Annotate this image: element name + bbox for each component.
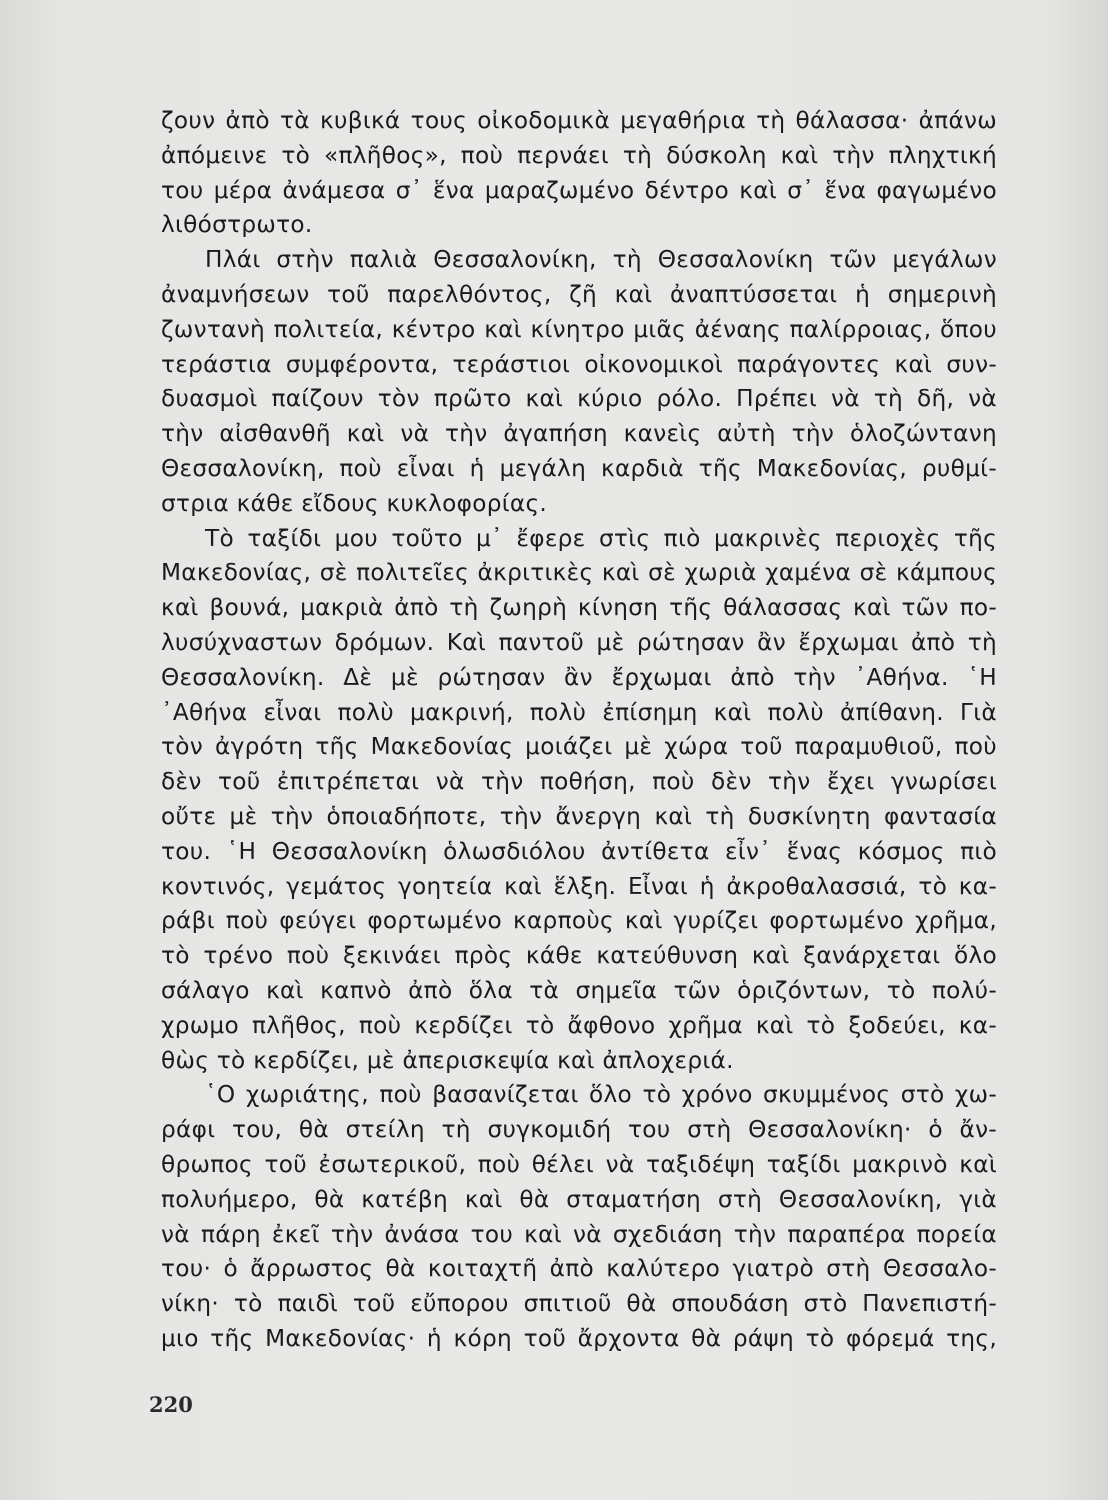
text-line: τὸ τρένο ποὺ ξεκινάει πρὸς κάθε κατεύθυνση καὶ ξανάρχεται ὅλο	[161, 942, 997, 970]
text-line: Μακεδονίας, σὲ πολιτεῖες ἀκριτικὲς καὶ σὲ χωριὰ χαμένα σὲ κάμπους	[161, 559, 997, 587]
page-number: 220	[149, 1392, 193, 1417]
text-line: λιθόστρωτο.	[161, 211, 313, 239]
text-line: ράφι του, θὰ στείλη τὴ συγκομιδή του στὴ Θεσσαλονίκη· ὁ ἄν-	[161, 1116, 997, 1144]
text-line: Τὸ ταξίδι μου τοῦτο μ᾽ ἔφερε στὶς πιὸ μακρινὲς περιοχὲς τῆς	[205, 524, 997, 552]
text-line: τὸν ἀγρότη τῆς Μακεδονίας μοιάζει μὲ χώρα τοῦ παραμυθιοῦ, ποὺ	[161, 733, 997, 761]
text-line: θρωπος τοῦ ἐσωτερικοῦ, ποὺ θέλει νὰ ταξιδέψη ταξίδι μακρινὸ καὶ	[161, 1150, 997, 1178]
body-text	[161, 104, 997, 1357]
text-line: Θεσσαλονίκη. Δὲ μὲ ρώτησαν ἂν ἔρχωμαι ἀπὸ τὴν ᾽Αθήνα. ῾Η	[161, 663, 997, 691]
text-line: κοντινός, γεμάτος γοητεία καὶ ἕλξη. Εἶναι ἡ ἀκροθαλασσιά, τὸ κα-	[161, 872, 997, 900]
text-line: Θεσσαλονίκη, ποὺ εἶναι ἡ μεγάλη καρδιὰ τῆς Μακεδονίας, ρυθμί-	[161, 454, 997, 482]
text-line: δὲν τοῦ ἐπιτρέπεται νὰ τὴν ποθήση, ποὺ δὲν τὴν ἔχει γνωρίσει	[161, 768, 997, 796]
text-line: ᾽Αθήνα εἶναι πολὺ μακρινή, πολὺ ἐπίσημη καὶ πολὺ ἀπίθανη. Γιὰ	[161, 698, 997, 726]
text-line: καὶ βουνά, μακριὰ ἀπὸ τὴ ζωηρὴ κίνηση τῆς θάλασσας καὶ τῶν πο-	[161, 594, 997, 622]
text-line: ἀναμνήσεων τοῦ παρελθόντος, ζῆ καὶ ἀναπτύσσεται ἡ σημερινὴ	[161, 280, 997, 308]
text-line: πολυήμερο, θὰ κατέβη καὶ θὰ σταματήση στὴ Θεσσαλονίκη, γιὰ	[161, 1185, 997, 1213]
text-line: τεράστια συμφέροντα, τεράστιοι οἰκονομικοὶ παράγοντες καὶ συν-	[161, 350, 997, 378]
text-line: δυασμοὶ παίζουν τὸν πρῶτο καὶ κύριο ρόλο. Πρέπει νὰ τὴ δῆ, νὰ	[161, 385, 997, 413]
text-line: οὔτε μὲ τὴν ὁποιαδήποτε, τὴν ἄνεργη καὶ τὴ δυσκίνητη φαντασία	[161, 802, 997, 830]
text-line: του· ὁ ἄρρωστος θὰ κοιταχτῆ ἀπὸ καλύτερο γιατρὸ στὴ Θεσσαλο-	[161, 1255, 997, 1283]
text-line: θὼς τὸ κερδίζει, μὲ ἀπερισκεψία καὶ ἀπλοχεριά.	[161, 1046, 734, 1074]
text-line: του μέρα ἀνάμεσα σ᾽ ἕνα μαραζωμένο δέντρο καὶ σ᾽ ἕνα φαγωμένο	[161, 176, 997, 204]
text-line: ἀπόμεινε τὸ «πλῆθος», ποὺ περνάει τὴ δύσκολη καὶ τὴν πληχτική	[161, 141, 997, 169]
text-line: ράβι ποὺ φεύγει φορτωμένο καρποὺς καὶ γυρίζει φορτωμένο χρῆμα,	[161, 907, 997, 935]
text-line: Πλάι στὴν παλιὰ Θεσσαλονίκη, τὴ Θεσσαλονίκη τῶν μεγάλων	[205, 246, 997, 274]
text-line: τὴν αἰσθανθῆ καὶ νὰ τὴν ἀγαπήση κανεὶς αὐτὴ τὴν ὁλοζώντανη	[161, 420, 997, 448]
text-line: του. ῾Η Θεσσαλονίκη ὁλωσδιόλου ἀντίθετα εἶν᾽ ἕνας κόσμος πιὸ	[161, 837, 997, 865]
text-line: σάλαγο καὶ καπνὸ ἀπὸ ὅλα τὰ σημεῖα τῶν ὁριζόντων, τὸ πολύ-	[161, 976, 997, 1004]
text-line: ζωντανὴ πολιτεία, κέντρο καὶ κίνητρο μιᾶς ἀέναης παλίρροιας, ὅπου	[161, 315, 997, 343]
text-line: χρωμο πλῆθος, ποὺ κερδίζει τὸ ἄφθονο χρῆμα καὶ τὸ ξοδεύει, κα-	[161, 1011, 997, 1039]
text-line: μιο τῆς Μακεδονίας· ἡ κόρη τοῦ ἄρχοντα θὰ ράψη τὸ φόρεμά της,	[161, 1324, 997, 1352]
text-line: ῾Ο χωριάτης, ποὺ βασανίζεται ὅλο τὸ χρόνο σκυμμένος στὸ χω-	[205, 1081, 997, 1109]
text-line: νὰ πάρη ἐκεῖ τὴν ἀνάσα του καὶ νὰ σχεδιάση τὴν παραπέρα πορεία	[161, 1220, 997, 1248]
text-line: λυσύχναστων δρόμων. Καὶ παντοῦ μὲ ρώτησαν ἂν ἔρχωμαι ἀπὸ τὴ	[161, 628, 997, 656]
text-line: ζουν ἀπὸ τὰ κυβικά τους οἰκοδομικὰ μεγαθήρια τὴ θάλασσα· ἀπάνω	[161, 107, 997, 134]
text-line: νίκη· τὸ παιδὶ τοῦ εὔπορου σπιτιοῦ θὰ σπουδάση στὸ Πανεπιστή-	[161, 1290, 997, 1318]
text-line: στρια κάθε εἴδους κυκλοφορίας.	[161, 489, 548, 517]
